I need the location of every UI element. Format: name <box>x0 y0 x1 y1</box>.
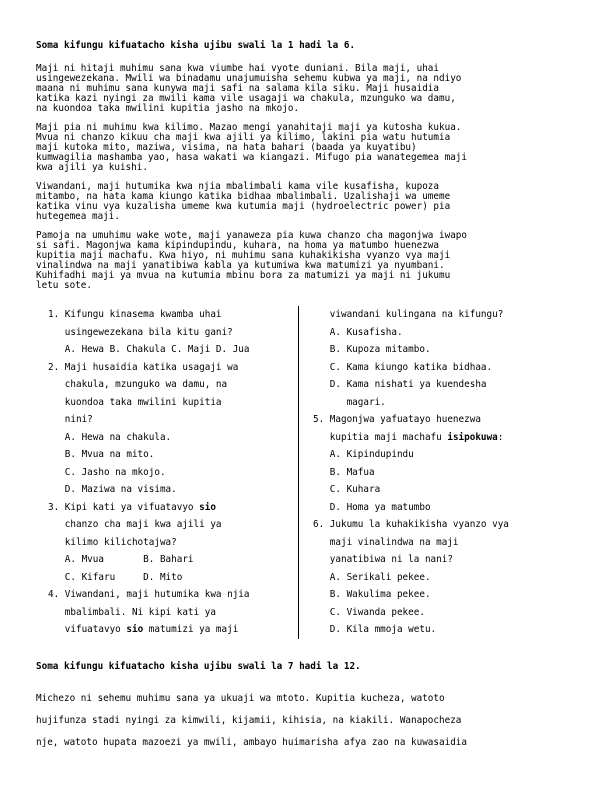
text-line: A. Kipindupindu <box>313 449 414 460</box>
text-line: maji vinalindwa na maji <box>313 536 459 548</box>
text-line: kuondoa taka mwilini kupitia <box>48 396 222 408</box>
text-line: C. Kuhara <box>313 484 381 495</box>
text-line: na kuondoa taka mwilini kupitia jasho na mkojo. <box>36 103 300 114</box>
questions-left-column <box>48 306 298 639</box>
text-line: maji kutoka mito, maziwa, visima, na hata bahari (baada ya kuyatibu) <box>36 142 417 153</box>
passage1-paragraph-1 <box>36 64 584 114</box>
text-line: A. Hewa B. Chakula C. Maji D. Jua <box>48 344 250 355</box>
section2-heading: Soma kifungu kifuatacho kisha ujibu swali la 7 hadi la 12. <box>36 660 361 672</box>
text-line: D. Kila mmoja wetu. <box>313 624 437 635</box>
text-line: C. Jasho na mkojo. <box>48 466 166 478</box>
text-line: Michezo ni sehemu muhimu sana ya ukuaji wa mtoto. Kupitia kucheza, watoto <box>36 692 445 704</box>
text-line: 2. Maji husaidia katika usagaji wa <box>48 361 239 373</box>
text-line: A. Kusafisha. <box>313 326 403 338</box>
text-line: hujifunza stadi nyingi za kimwili, kijamii, kihisia, na kiakili. Wanapocheza <box>36 714 462 726</box>
text-line: yanatibiwa ni la nani? <box>313 554 453 565</box>
passage1-paragraph-4 <box>36 231 584 291</box>
text-line: D. Kama nishati ya kuendesha <box>313 379 487 390</box>
text-line: vifuatavyo sio matumizi ya maji <box>48 624 239 635</box>
text-line: viwandani kulingana na kifungu? <box>313 309 504 320</box>
text-line: kupitia maji machafu isipokuwa: <box>313 431 504 443</box>
text-line: Maji pia ni muhimu kwa kilimo. Mazao mengi yanahitaji maji ya kutosha kukua. <box>36 122 462 133</box>
text-line: Maji ni hitaji muhimu sana kwa viumbe hai vyote duniani. Bila maji, uhai <box>36 63 439 74</box>
text-line: vinalindwa na maji yanatibiwa kabla ya kutumiwa kwa matumizi ya nyumbani. <box>36 260 445 271</box>
text-line: 3. Kipi kati ya vifuatavyo sio <box>48 501 216 513</box>
questions-right-column <box>313 306 584 639</box>
text-line: Kuhifadhi maji ya mvua na kutumia mbinu bora za matumizi ya maji ni jukumu <box>36 270 451 281</box>
text-line: D. Homa ya matumbo <box>313 501 431 513</box>
text-line: mitambo, na hata kama kiungo katika bidhaa mbalimbali. Uzalishaji wa umeme <box>36 191 451 202</box>
text-line: kwa ajili ya kuishi. <box>36 162 148 173</box>
text-line: chakula, mzunguko wa damu, na <box>48 379 228 390</box>
text-line: A. Serikali pekee. <box>313 571 431 583</box>
text-line: Viwandani, maji hutumika kwa njia mbalimbali kama vile kusafisha, kupoza <box>36 181 439 192</box>
passage1-paragraph-2 <box>36 123 584 173</box>
text-line: si safi. Magonjwa kama kipindupindu, kuhara, na homa ya matumbo huenezwa <box>36 240 439 251</box>
text-line: kupitia maji machafu. Kwa hiyo, ni muhimu sana kuhakikisha vyanzo vya maji <box>36 250 451 261</box>
questions-section <box>48 306 584 639</box>
text-line: Pamoja na umuhimu wake wote, maji yanaweza pia kuwa chanzo cha magonjwa iwapo <box>36 230 467 241</box>
text-line: mbalimbali. Ni kipi kati ya <box>48 606 216 618</box>
text-line: chanzo cha maji kwa ajili ya <box>48 519 222 530</box>
text-line: B. Wakulima pekee. <box>313 589 431 600</box>
text-line: katika kazi nyingi za mwili kama vile usagaji wa chakula, mzunguko wa damu, <box>36 93 456 104</box>
text-line: A. Mvua B. Bahari <box>48 554 194 565</box>
text-line: nje, watoto hupata mazoezi ya mwili, ambayo huimarisha afya zao na kuwasaidia <box>36 736 467 748</box>
text-line: B. Kupoza mitambo. <box>313 344 431 355</box>
text-line: Mvua ni chanzo kikuu cha maji kwa ajili ya kilimo, lakini pia watu hutumia <box>36 132 451 143</box>
text-line: hutegemea maji. <box>36 211 120 222</box>
section1-heading: Soma kifungu kifuatacho kisha ujibu swali la 1 hadi la 6. <box>36 40 356 51</box>
text-line: C. Viwanda pekee. <box>313 606 425 618</box>
passage1-paragraph-3 <box>36 182 584 222</box>
column-divider <box>298 306 299 639</box>
text-line: 6. Jukumu la kuhakikisha vyanzo vya <box>313 519 509 530</box>
text-line: 5. Magonjwa yafuatayo huenezwa <box>313 414 481 425</box>
text-line: A. Hewa na chakula. <box>48 431 172 443</box>
text-line: maana ni muhimu sana kunywa maji safi na salama kila siku. Maji husaidia <box>36 83 439 94</box>
text-line: usingewezekana bila kitu gani? <box>48 326 233 338</box>
text-line: C. Kama kiungo katika bidhaa. <box>313 361 493 373</box>
text-line: katika vinu vya kuzalisha umeme kwa kutumia maji (hydroelectric power) pia <box>36 201 451 212</box>
text-line: 4. Viwandani, maji hutumika kwa njia <box>48 589 250 600</box>
text-line: B. Mafua <box>313 466 375 478</box>
text-line: kilimo kilichotajwa? <box>48 536 177 548</box>
text-line: 1. Kifungu kinasema kwamba uhai <box>48 309 222 320</box>
passage2 <box>36 688 584 754</box>
text-line: B. Mvua na mito. <box>48 449 155 460</box>
text-line: usingewezekana. Mwili wa binadamu unajumuisha sehemu kubwa ya maji, na ndiyo <box>36 73 462 84</box>
text-line: kumwagilia mashamba yao, hasa wakati wa kiangazi. Mifugo pia wanategemea maji <box>36 152 467 163</box>
text-line: magari. <box>313 396 386 408</box>
text-line: letu sote. <box>36 280 92 291</box>
text-line: C. Kifaru D. Mito <box>48 571 183 583</box>
text-line: nini? <box>48 414 93 425</box>
text-line: D. Maziwa na visima. <box>48 484 177 495</box>
